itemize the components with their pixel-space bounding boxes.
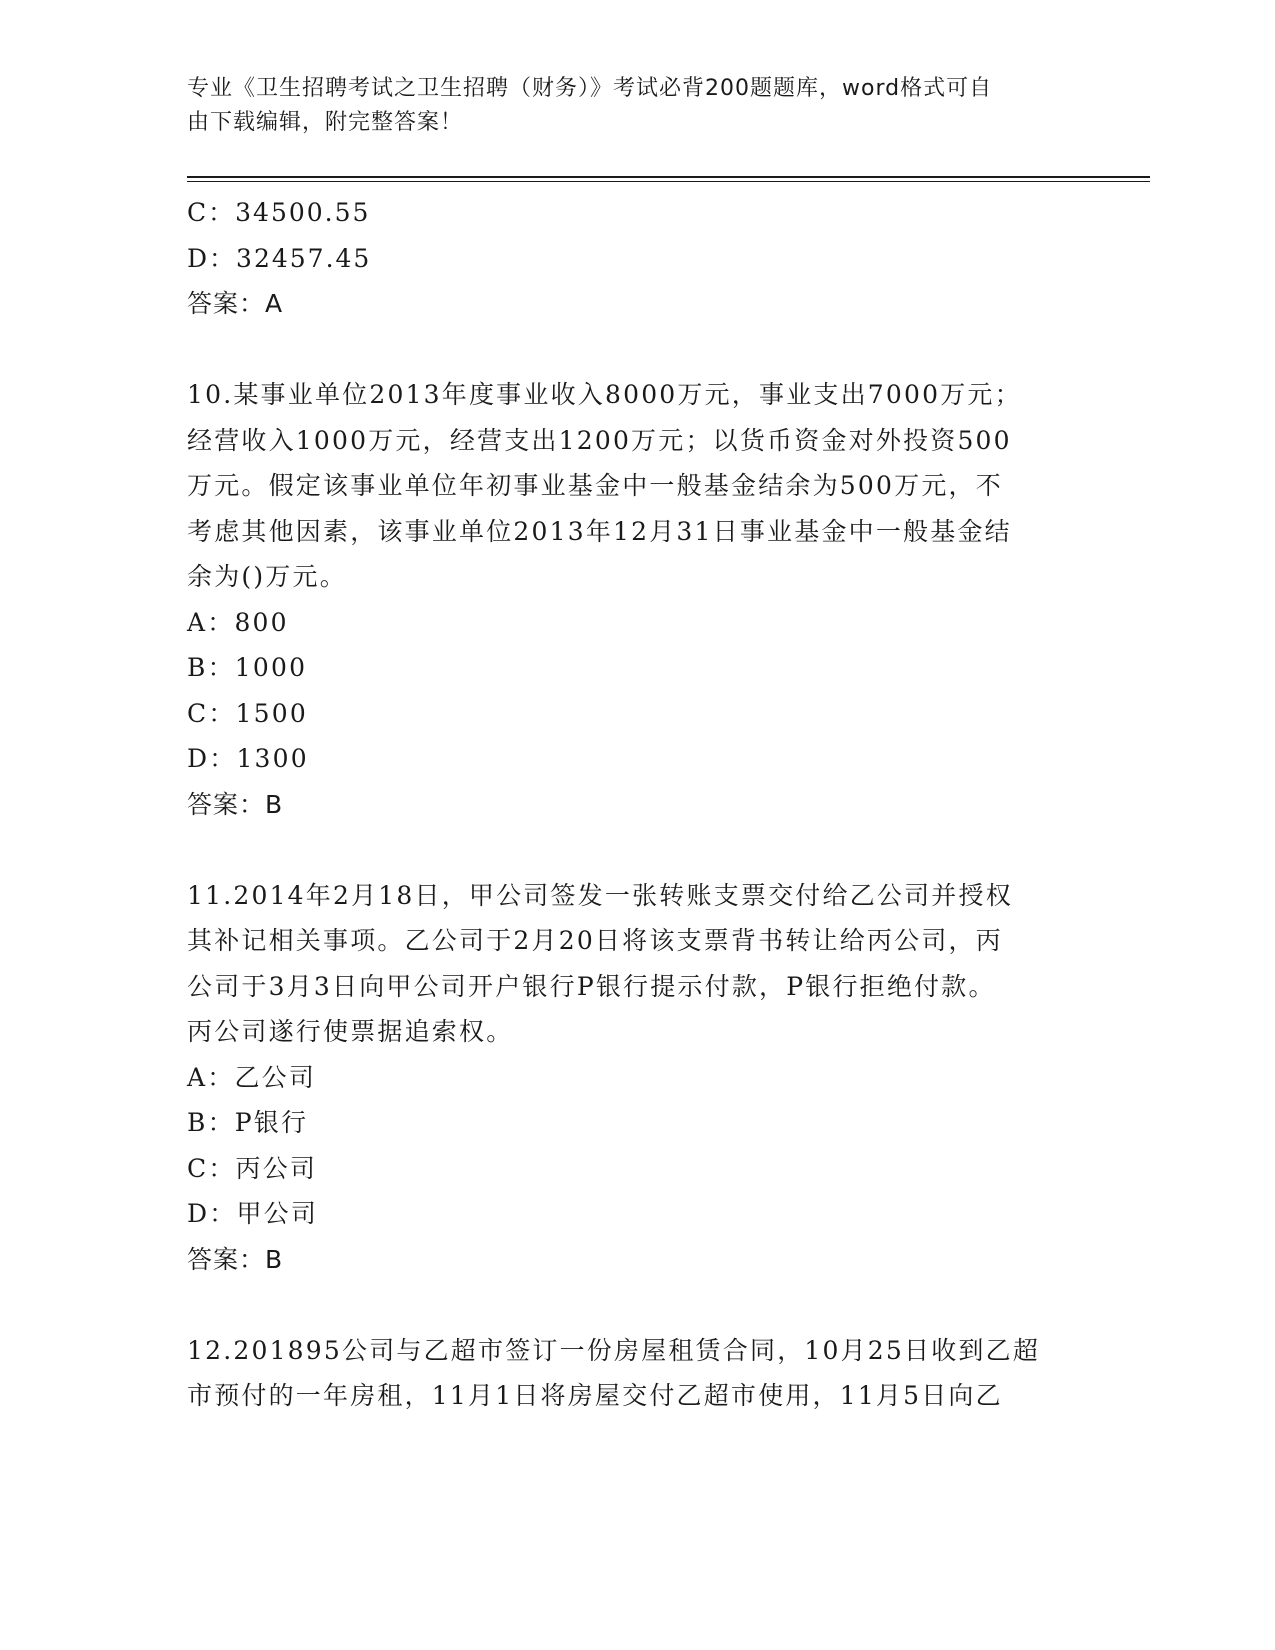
question-text-line: 公司于3月3日向甲公司开户银行P银行提示付款，P银行拒绝付款。 (187, 971, 996, 1001)
question-text-line: 万元。假定该事业单位年初事业基金中一般基金结余为500万元，不 (187, 471, 1003, 500)
question-text-line: 丙公司遂行使票据追索权。 (187, 1017, 514, 1046)
question-text-line: 余为()万元。 (187, 562, 347, 591)
option-c: C：丙公司 (187, 1153, 318, 1183)
question-text-line: 11.2014年2月18日，甲公司签发一张转账支票交付给乙公司并授权 (187, 880, 1013, 910)
option-d: D：甲公司 (187, 1199, 319, 1228)
option-a: A：800 (187, 607, 289, 637)
option-d: D：1300 (187, 744, 309, 773)
document-body (187, 190, 1067, 1419)
question-text-line: 市预付的一年房租，11月1日将房屋交付乙超市使用，11月5日向乙 (187, 1381, 1003, 1410)
option-a: A：乙公司 (187, 1062, 317, 1092)
prev-question (187, 190, 1067, 327)
answer-line: 答案：B (187, 789, 284, 819)
question-12 (187, 1328, 1067, 1419)
question-11 (187, 873, 1067, 1283)
option-b: B：P银行 (187, 1108, 309, 1137)
answer-line: 答案：B (187, 1244, 284, 1274)
question-10 (187, 372, 1067, 827)
question-text-line: 其补记相关事项。乙公司于2月20日将该支票背书转让给丙公司，丙 (187, 926, 1003, 955)
header-divider-thin (187, 181, 1150, 182)
answer-line: 答案：A (187, 289, 284, 318)
option-c: C：1500 (187, 698, 308, 728)
option-c: C：34500.55 (187, 198, 371, 227)
question-text-line: 考虑其他因素，该事业单位2013年12月31日事业基金中一般基金结 (187, 516, 1012, 546)
question-text-line: 10.某事业单位2013年度事业收入8000万元，事业支出7000万元； (187, 380, 1022, 409)
question-text-line: 12.201895公司与乙超市签订一份房屋租赁合同，10月25日收到乙超 (187, 1335, 1041, 1365)
page-header (187, 72, 1067, 140)
spacer (187, 327, 1067, 373)
spacer (187, 827, 1067, 873)
spacer (187, 1282, 1067, 1328)
header-title-line-1: 专业《卫生招聘考试之卫生招聘（财务）》考试必背200题题库，word格式可自 (187, 76, 993, 101)
header-title-line-2: 由下载编辑，附完整答案！ (187, 110, 464, 135)
question-text-line: 经营收入1000万元，经营支出1200万元；以货币资金对外投资500 (187, 425, 1012, 455)
option-b: B：1000 (187, 653, 308, 682)
header-divider-thick (187, 176, 1150, 178)
option-d: D：32457.45 (187, 243, 372, 273)
